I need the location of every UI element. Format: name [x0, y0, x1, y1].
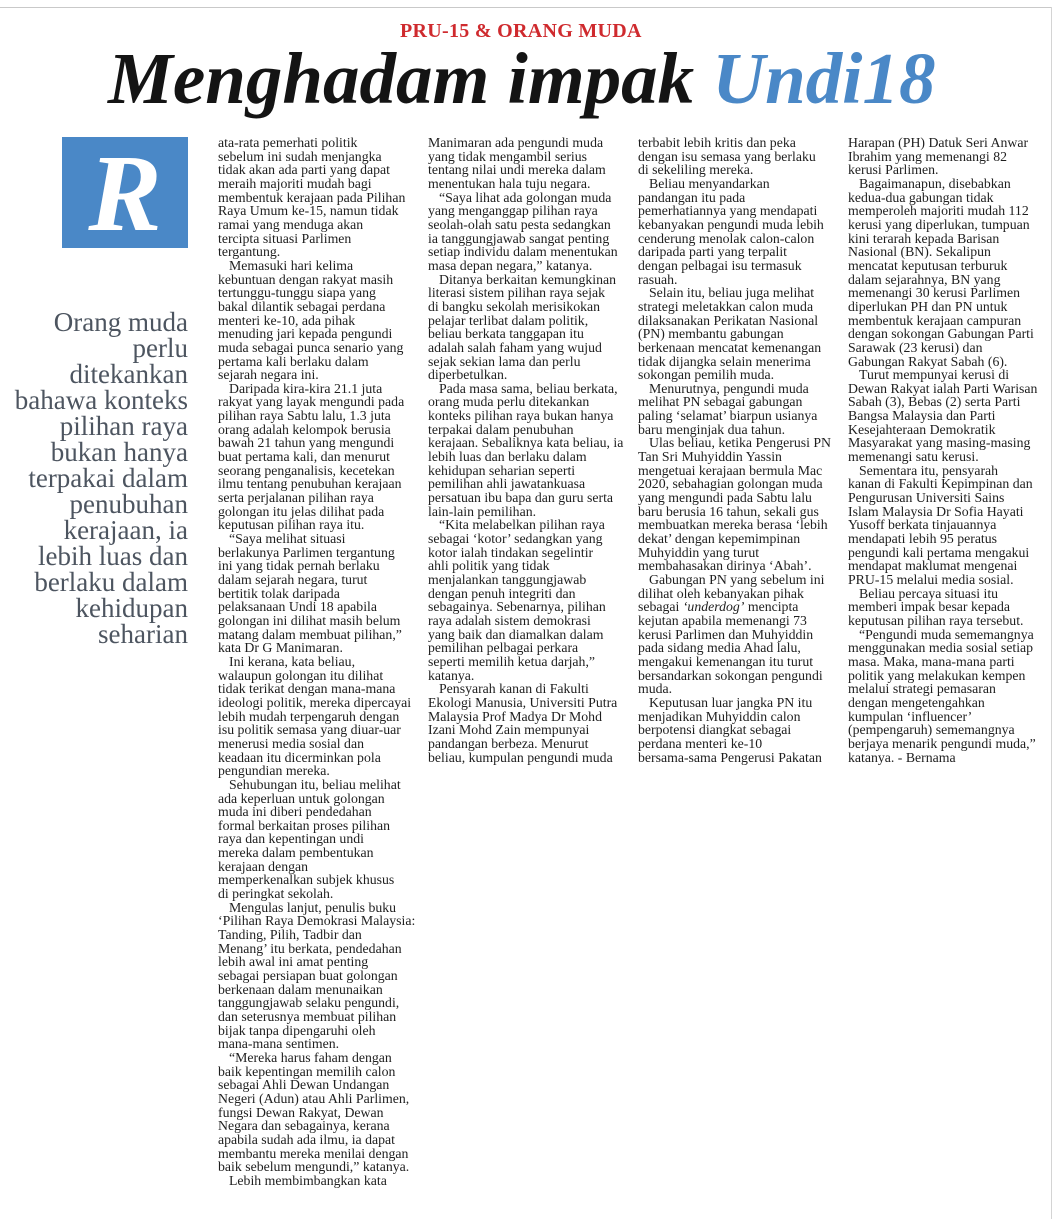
text-line: kumpulan ‘influencer’ [848, 708, 973, 724]
text-line: mengakui kemenangan itu turut [638, 653, 814, 669]
text-line: ata-rata pemerhati politik [218, 135, 358, 150]
paragraph [638, 177, 834, 286]
text-line: menggunakan media sosial setiap [848, 640, 1034, 656]
text-line: Keputusan luar jangka PN itu [649, 694, 813, 710]
text-line: “Saya melihat situasi [229, 531, 346, 547]
text-line: perdana menteri ke-10 [638, 735, 763, 751]
text-line: Negeri (Adun) atau Ahli Parlimen, [218, 1090, 410, 1106]
paragraph [218, 382, 414, 532]
text-line: di peringkat sekolah. [218, 886, 334, 902]
text-line: Lebih membimbangkan kata [229, 1172, 387, 1188]
text-line: bersama-sama Pengerusi Pakatan [638, 749, 822, 765]
text-line: pertama kali berlaku dalam [218, 353, 369, 369]
text-line: setiap individu dalam menentukan [428, 244, 618, 260]
text-line: Sementara itu, pensyarah [859, 462, 999, 478]
text-line: dan seterusnya membuat pilihan [218, 1009, 397, 1024]
article-column-4 [848, 136, 1044, 764]
text-line: pelaksanaan Undi 18 apabila [218, 599, 377, 615]
text-line: Pensyarah kanan di Fakulti [439, 681, 589, 697]
text-line: seperti memilih ketua darjah,” [428, 653, 596, 669]
text-line: Ditanya berkaitan kemungkinan [439, 271, 617, 287]
text-line: “Saya lihat ada golongan muda [439, 189, 612, 205]
text-line: ada keperluan untuk golongan [218, 790, 385, 806]
text-line: Malaysia Prof Madya Dr Mohd [428, 708, 602, 724]
text-line: matang dalam membuat pilihan,” [218, 626, 402, 642]
text-line: memperkenalkan subjek khusus [218, 872, 395, 888]
text-line: Beliau percaya situasi itu [859, 585, 999, 601]
text-line: tidak akan ada parti yang dapat [218, 162, 391, 178]
text-line: Nasional (BN). Sekalipun [848, 244, 991, 260]
paragraph [848, 136, 1044, 177]
text-line: sejak sekian lama dan perlu [428, 353, 581, 369]
text-line: keputusan pilihan raya tersebut. [848, 612, 1024, 628]
text-line: Islam Malaysia Dr Sofia Hayati [848, 503, 1024, 519]
paragraph [428, 273, 624, 382]
text-line: Harapan (PH) Datuk Seri Anwar [848, 135, 1029, 150]
text-line: kanan di Fakulti Kepimpinan dan [848, 476, 1033, 492]
paragraph [428, 382, 624, 519]
text-line: menuding jari kepada pengundi [218, 326, 393, 342]
paragraph [638, 696, 834, 764]
text-line: raya dan kepentingan undi [218, 831, 364, 847]
pull-quote-line: lebih luas dan [38, 541, 188, 571]
text-line: kini terarah kepada Barisan [848, 230, 1000, 246]
text-line: cenderung menolak calon-calon [638, 230, 815, 246]
text-line: sokongan pemilih muda. [638, 367, 775, 383]
text-line: menjalankan tanggungjawab [428, 572, 587, 587]
text-line: Memasuki hari kelima [229, 257, 354, 273]
paragraph [848, 464, 1044, 587]
text-line: memperoleh majoriti mudah 112 [848, 203, 1029, 219]
article-column-3 [638, 136, 834, 764]
text-line: ramai yang menduga akan [218, 216, 364, 232]
text-line: membahasakan dirinya ‘Abah’. [638, 558, 812, 574]
headline-accent: Undi18 [712, 38, 936, 119]
text-line: mendapati lebih 95 peratus [848, 531, 998, 547]
text-line: Ulas beliau, ketika Pengerusi PN [649, 435, 832, 451]
text-line: tercipta situasi Parlimen [218, 230, 352, 246]
text-line: kedua-dua gabungan tidak [848, 189, 994, 205]
paragraph [848, 587, 1044, 628]
text-line: keadaan itu dicerminkan pola [218, 749, 381, 765]
text-line: kerajaan dengan [218, 858, 309, 874]
text-line: pelajar terlibat dalam politik, [428, 312, 589, 328]
pull-quote-line: terpakai dalam [28, 463, 188, 493]
paragraph [848, 368, 1044, 464]
text-line: dengan mengetengahkan [848, 694, 985, 710]
text-line: sebelum ini sudah menjangka [218, 148, 382, 164]
text-line: walaupun golongan itu dilihat [218, 667, 384, 683]
paragraph [428, 518, 624, 682]
text-line: kerusi yang diperlukan, tumpuan [848, 216, 1030, 232]
pull-quote-line: ditekankan [69, 359, 188, 389]
text-line: dalam sejarah negara, turut [218, 572, 368, 587]
text-line: muda ini diberi pendedahan [218, 804, 372, 820]
text-line: tidak terikat dengan mana-mana [218, 681, 396, 697]
text-line: Dewan Rakyat ialah Parti Warisan [848, 380, 1038, 396]
text-line: diperlukan PH dan PN untuk [848, 298, 1008, 314]
paragraph [218, 532, 414, 655]
text-line: memenangi 30 kerusi Parlimen [848, 285, 1021, 301]
pull-quote [0, 309, 188, 647]
paragraph [638, 286, 834, 382]
text-line: menjadikan Muhyiddin calon [638, 708, 801, 724]
text-line: beliau, kumpulan pengundi muda [428, 749, 613, 765]
text-line: daripada parti yang terpalit [638, 244, 788, 260]
text-line: Ekologi Manusia, Universiti Putra [428, 694, 618, 710]
text-line: berlakunya Parlimen tergantung [218, 544, 395, 560]
text-line: seolah-olah satu pesta sedangkan [428, 216, 611, 232]
text-line: bakal dilantik sebagai perdana [218, 298, 386, 314]
paragraph [848, 628, 1044, 765]
text-line: memberi impak besar kepada [848, 599, 1011, 615]
text-line: Gabungan Rakyat Sabah (6). [848, 353, 1008, 369]
paragraph [218, 901, 414, 1051]
text-line: membentuk kerajaan pada Pilihan [218, 189, 406, 205]
text-line: dengan isu semasa yang berlaku [638, 148, 816, 164]
text-line: persatuan ibu bapa dan guru serta [428, 490, 614, 506]
text-line: ini yang tidak pernah berlaku [218, 558, 380, 574]
paragraph [218, 778, 414, 901]
text-line: Izani Mohd Zain mempunyai [428, 722, 590, 738]
paragraph [428, 191, 624, 273]
text-line: orang adalah kelompok berusia [218, 421, 391, 437]
text-line: Tanding, Pilih, Tadbir dan [218, 927, 362, 943]
text-line: baik kepentingan memilih calon [218, 1063, 396, 1079]
text-line: terpakai dalam penubuhan [428, 421, 574, 437]
pull-quote-line: bukan hanya [50, 437, 188, 467]
text-line: fungsi Dewan Rakyat, Dewan [218, 1104, 384, 1120]
text-line: serta perjalanan pilihan raya [218, 490, 374, 506]
text-line: Yusoff berkata tinjauannya [848, 517, 997, 533]
text-line: kebuntuan dengan rakyat masih [218, 271, 394, 287]
text-line: sebagai persiapan buat golongan [218, 968, 398, 984]
text-line: masa. Maka, mana-mana parti [848, 653, 1015, 669]
text-line [638, 600, 834, 614]
text-line: terbabit lebih kritis dan peka [638, 135, 796, 150]
paragraph [218, 655, 414, 778]
text-line: berkenaan dalam menunaikan [218, 981, 383, 997]
headline-main: Menghadam impak [108, 38, 695, 119]
text-line: golongan itu jelas dilihat pada [218, 503, 385, 519]
article-column-1 [218, 136, 414, 1188]
text-line: kata Dr G Manimaran. [218, 640, 343, 656]
text-line: paling ‘selamat’ biarpun usianya [638, 408, 818, 424]
paragraph [638, 136, 834, 177]
right-border-rule [1051, 7, 1052, 1219]
text-line: kerusi Parlimen dan Muhyiddin [638, 626, 814, 642]
text-line: adalah salah faham yang wujud [428, 339, 602, 355]
text-line: Bangsa Malaysia dan Parti [848, 408, 996, 424]
text-line: sebagai ‘kotor’ sedangkan yang [428, 531, 603, 547]
pull-quote-line: seharian [98, 619, 188, 649]
text-line: lebih awal ini amat penting [218, 954, 369, 970]
pull-quote-line: penubuhan [69, 489, 188, 519]
text-line: rasuah. [638, 271, 678, 287]
section-kicker: PRU-15 & ORANG MUDA [400, 20, 642, 42]
text-line: pandangan berbeza. Menurut [428, 735, 589, 751]
text-line: dengan penuh integriti dan [428, 585, 576, 601]
paragraph [848, 177, 1044, 368]
text-line: Ini kerana, kata beliau, [229, 653, 356, 669]
text-line: Selain itu, beliau juga melihat [649, 285, 815, 301]
text-segment: mencipta [744, 599, 799, 615]
text-line: kehidupan seharian seperti [428, 462, 576, 478]
text-line: melalui strategi pemasaran [848, 681, 996, 697]
text-line: yang menganggap pilihan raya [428, 203, 598, 219]
text-line: Muhyiddin yang turut [638, 544, 760, 560]
pull-quote-line: kerajaan, ia [63, 515, 188, 545]
text-line: lebih mudah terpengaruh dengan [218, 708, 400, 724]
text-line: buat pertama kali, dan menurut [218, 449, 391, 465]
text-line: baru berusia 16 tahun, sekali gus [638, 503, 819, 519]
text-line: Turut mempunyai kerusi di [859, 367, 1010, 383]
pull-quote-line: pilihan raya [59, 411, 188, 441]
text-line: mendapat maklumat mengenai [848, 558, 1018, 574]
text-line: dekat’ dengan kepemimpinan [638, 531, 801, 547]
article-column-2 [428, 136, 624, 764]
text-line: pengundian mereka. [218, 763, 330, 779]
paragraph [218, 1051, 414, 1174]
text-line: golongan ini dilihat masih belum [218, 612, 401, 628]
text-line: kejutan apabila memenangi 73 [638, 612, 807, 628]
text-line: membentuk kerajaan campuran [848, 312, 1022, 328]
text-line: muda. [638, 681, 673, 697]
paragraph [218, 136, 414, 259]
text-segment: sebagai [638, 599, 683, 615]
text-line: mencatat keputusan terburuk [848, 257, 1008, 273]
text-line: menentukan hala tuju negara. [428, 175, 591, 191]
text-line: berkenaan mencatat kemenangan [638, 339, 822, 355]
paragraph [638, 382, 834, 437]
text-line: Daripada kira-kira 21.1 juta [229, 380, 383, 396]
text-line: baik sebelum mengundi,” katanya. [218, 1159, 410, 1175]
text-line: menteri ke-10, ada pihak [218, 312, 356, 328]
text-line: meraih majoriti mudah bagi [218, 175, 372, 191]
text-line: ia tanggungjawab sangat penting [428, 230, 610, 246]
text-line: raya adalah sistem demokrasi [428, 612, 591, 628]
text-line: apabila sudah ada ilmu, ia dapat [218, 1131, 395, 1147]
text-line: Menurutnya, pengundi muda [649, 380, 809, 396]
paragraph [428, 682, 624, 764]
text-line: yang mengundi pada Sabtu lalu [638, 490, 812, 506]
text-line: kerajaan. Sebaliknya kata beliau, ia [428, 435, 624, 451]
pull-quote-line: Orang muda [53, 307, 188, 337]
text-line: muda sebagai punca senario yang [218, 339, 404, 355]
text-line: literasi sistem pilihan raya sejak [428, 285, 606, 301]
text-line: tergantung. [218, 244, 281, 260]
text-line: Kesejahteraan Demokratik [848, 421, 996, 437]
text-line: PRU-15 melalui media sosial. [848, 572, 1014, 587]
headline [108, 38, 936, 119]
text-line: Raya Umum ke-15, namun tidak [218, 203, 399, 219]
text-line: diperbetulkan. [428, 367, 508, 383]
pull-quote-line: perlu [132, 333, 188, 363]
paragraph [638, 436, 834, 573]
paragraph [218, 259, 414, 382]
text-line: Sarawak (23 kerusi) dan [848, 339, 983, 355]
paragraph [428, 136, 624, 191]
text-line: dengan sokongan Gabungan Parti [848, 326, 1034, 342]
text-line: lain-lain pemilihan. [428, 503, 537, 519]
text-line: di bangku sekolah merisikokan [428, 298, 601, 314]
text-line: pengundi kali pertama mengakui [848, 544, 1030, 560]
text-line: Beliau menyandarkan [649, 175, 770, 191]
text-line: 2020, sebahagian golongan muda [638, 476, 823, 492]
drop-cap-box [62, 131, 188, 254]
text-line: Ibrahim yang memenangi 82 [848, 148, 1008, 164]
text-line: di sekeliling mereka. [638, 162, 754, 178]
text-line: keputusan pilihan raya itu. [218, 517, 365, 533]
italic-term: ‘underdog’ [682, 599, 745, 615]
text-line: tanggungjawab selaku pengundi, [218, 995, 400, 1011]
text-line: tentang nilai undi mereka dalam [428, 162, 606, 178]
text-line: Manimaran ada pengundi muda [428, 135, 604, 150]
text-line: konteks pilihan raya bukan hanya [428, 408, 614, 424]
text-line: lebih luas dan berlaku dalam [428, 449, 587, 465]
text-line: mengetuai kerajaan bermula Mac [638, 462, 823, 478]
text-line: sebagai Ahli Dewan Undangan [218, 1077, 390, 1093]
text-line: tidak dijangka selain menerima [638, 353, 811, 369]
text-line: “Pengundi muda sememangnya [859, 626, 1034, 642]
text-line: masa depan negara,” katanya. [428, 257, 593, 273]
text-line: Menang’ itu berkata, pendedahan [218, 940, 402, 956]
text-line: rakyat yang layak mengundi pada [218, 394, 405, 410]
pull-quote-line: bahawa konteks [14, 385, 188, 415]
top-border-rule [0, 7, 1052, 8]
text-line: yang tidak mengambil serius [428, 148, 588, 164]
text-line: (pempengaruh) sememangnya [848, 722, 1015, 738]
text-line: berjaya menarik pengundi muda,” [848, 735, 1036, 751]
text-line: dilaksanakan Perikatan Nasional [638, 312, 819, 328]
text-line: Sehubungan itu, beliau melihat [229, 776, 401, 792]
text-line: pada sidang media Ahad lalu, [638, 640, 801, 656]
text-line: bijak tanpa dipengaruhi oleh [218, 1022, 376, 1038]
text-line: Gabungan PN yang sebelum ini [649, 572, 825, 587]
text-line: Negara dan sebagainya, kerana [218, 1118, 390, 1134]
text-line: baru menginjak dua tahun. [638, 421, 786, 437]
text-line: “Kita melabelkan pilihan raya [439, 517, 605, 533]
text-line: beliau berkata tanggapan itu [428, 326, 584, 342]
text-line: Pengurusan Universiti Sains [848, 490, 1005, 506]
text-line: bertitik tolak daripada [218, 585, 340, 601]
text-line: Mengulas lanjut, penulis buku [229, 899, 397, 915]
text-line: strategi meletakkan calon muda [638, 298, 814, 314]
text-line: sejarah negara ini. [218, 367, 319, 383]
pull-quote-line: berlaku dalam [34, 567, 188, 597]
text-line: melihat PN sebagai gabungan [638, 394, 803, 410]
text-line: membuatkan mereka berasa ‘lebih [638, 517, 828, 533]
text-line: dalam sejarahnya, BN yang [848, 271, 1001, 287]
text-line: ideologi politik, mereka dipercayai [218, 694, 412, 710]
text-line: Sabah (3), Bebas (2) serta Parti [848, 394, 1021, 410]
text-line: seorang penganalisis, kecetekan [218, 462, 395, 478]
text-line: orang muda perlu ditekankan [428, 394, 590, 410]
text-line: memenangi satu kerusi. [848, 449, 979, 465]
text-line: pemilihan pelbagai perkara [428, 640, 579, 656]
pull-quote-line: kehidupan [75, 593, 188, 623]
paragraph [218, 1174, 414, 1188]
text-line: mereka dalam pembentukan [218, 845, 374, 861]
text-line: Masyarakat yang masing-masing [848, 435, 1031, 451]
text-line: pemerhatiannya yang mendapati [638, 203, 818, 219]
text-line: katanya. - Bernama [848, 749, 956, 765]
text-line: politik yang melakukan kempen [848, 667, 1026, 683]
paragraph [638, 573, 834, 696]
text-line: sebagainya. Sebenarnya, pilihan [428, 599, 606, 615]
text-line: Pada masa sama, beliau berkata, [439, 380, 618, 396]
text-line: (PN) membantu gabungan [638, 326, 784, 342]
text-line: Tan Sri Muhyiddin Yassin [638, 449, 782, 465]
text-line: Bagaimanapun, disebabkan [859, 175, 1011, 191]
text-line: ilmu tentang penubuhan kerajaan [218, 476, 402, 492]
text-line: ahli politik yang tidak [428, 558, 550, 574]
text-line: membantu mereka menilai dengan [218, 1145, 409, 1161]
text-line: “Mereka harus faham dengan [229, 1049, 392, 1065]
text-line: menerusi media sosial dan [218, 735, 364, 751]
text-line: dengan pelbagai isu termasuk [638, 257, 802, 273]
text-line: ‘Pilihan Raya Demokrasi Malaysia: [218, 913, 416, 929]
text-line: bawah 21 tahun yang mengundi [218, 435, 395, 451]
text-line: kebanyakan pengundi muda lebih [638, 216, 824, 232]
text-line: kerusi Parlimen. [848, 162, 939, 178]
text-line: yang baik dan diamalkan dalam [428, 626, 604, 642]
text-line: formal berkaitan proses pilihan [218, 817, 391, 833]
text-line: katanya. [428, 667, 475, 683]
text-line: pilihan raya Sabtu lalu, 1.3 juta [218, 408, 391, 424]
text-line: isu politik semasa yang diuar-uar [218, 722, 401, 738]
text-line: berpotensi diangkat sebagai [638, 722, 792, 738]
text-line: kotor ialah tindakan segelintir [428, 544, 594, 560]
text-line: mana-mana sentimen. [218, 1036, 340, 1052]
text-line: tertunggu-tunggu siapa yang [218, 285, 376, 301]
drop-cap-letter: R [88, 131, 162, 254]
text-line: pandangan itu pada [638, 189, 746, 205]
text-line: dilihat oleh kebanyakan pihak [638, 585, 804, 601]
text-line: bersandarkan sokongan pengundi [638, 667, 823, 683]
text-line: pemilihan ahli jawatankuasa [428, 476, 586, 492]
